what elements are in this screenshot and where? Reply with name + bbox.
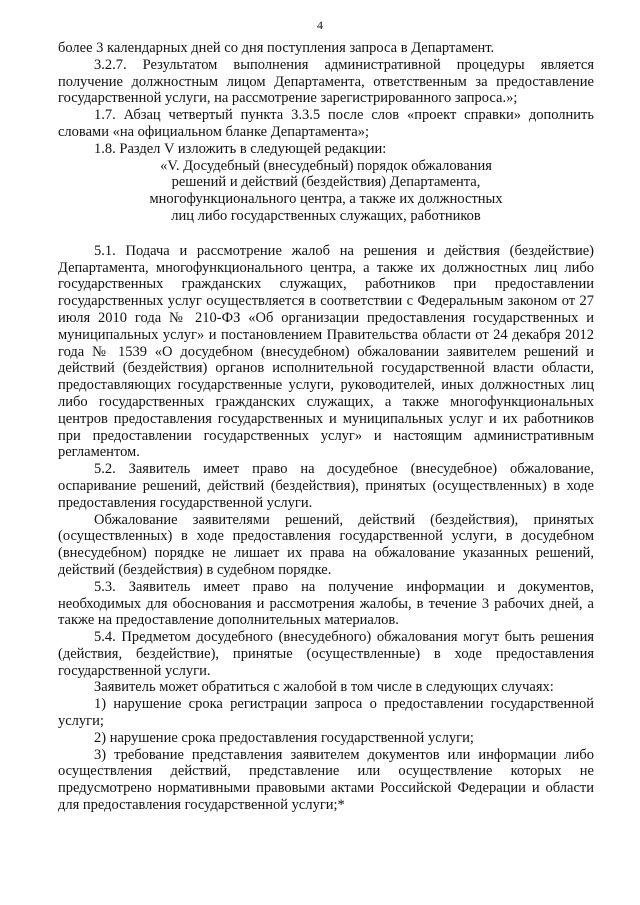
section-heading xyxy=(58,158,594,225)
paragraph: 1.8. Раздел V изложить в следующей редакции: xyxy=(94,140,387,157)
page-number: 4 xyxy=(317,18,323,32)
paragraph: 5.1. Подача и рассмотрение жалоб на решения и действия (бездействие) Департамента, многофункционального центра, а также их должностных лиц либо государственных гражданских служащих, работников при предоставлении государственных услуг осуществляется в соответствии с Федеральным законом от 27 июля 2010 года № 210-ФЗ «Об организации предоставления государственных и муниципальных услуг» и постановлением Правительства области от 24 декабря 2012 года № 1539 «О досудебном (внесудебном) обжаловании заявителем решений и действий (бездействия) органов исполнительной государственной власти области, предоставляющих государственные услуги, руководителей, иных должностных лиц либо государственных гражданских служащих, а также многофункциональных центров предоставления государственных и муниципальных услуг и их работников при предоставлении государственных услуг» и настоящим административным регламентом. xyxy=(58,242,594,461)
list-item: 1) нарушение срока регистрации запроса о предоставлении государственной услуги; xyxy=(58,696,594,730)
heading-line: многофункционального центра, а также их должностных xyxy=(149,191,503,208)
document-body xyxy=(58,40,594,814)
paragraph: более 3 календарных дней со дня поступления запроса в Департамент. xyxy=(58,40,495,56)
paragraph: 5.3. Заявитель имеет право на получение информации и документов, необходимых для обоснования и рассмотрения жалобы, в течение 3 рабочих дней, а также на предоставление дополнительных материалов. xyxy=(58,578,594,629)
paragraph: 5.4. Предметом досудебного (внесудебного) обжалования могут быть решения (действия, бездействие), принятые (осуществленные) в ходе предоставления государственной услуги. xyxy=(58,629,594,679)
list-item: 3) требование представления заявителем документов или информации либо осуществления действий, представление или осуществление которых не предусмотрено нормативными правовыми актами Российской Федерации и области для предоставления государственной услуги;* xyxy=(58,746,594,814)
paragraph: Обжалование заявителями решений, действий (бездействия), принятых (осуществленных) в ходе предоставления государственной услуги, в досудебном (внесудебном) порядке не лишает их права на обжалование указанных решений, действий (бездействия) в судебном порядке. xyxy=(58,511,594,578)
paragraph: 1.7. Абзац четвертый пункта 3.3.5 после слов «проект справки» дополнить словами «на официальном бланке Департамента»; xyxy=(58,107,594,140)
paragraph: Заявитель может обратиться с жалобой в том числе в следующих случаях: xyxy=(94,679,554,696)
heading-line: решений и действий (бездействия) Департамента, xyxy=(171,174,481,191)
paragraph: 3.2.7. Результатом выполнения административной процедуры является получение должностным лицом Департамента, ответственным за предоставление государственной услуги, на рассмотрение зарегистрированного запроса.»; xyxy=(58,56,594,107)
heading-line: лиц либо государственных служащих, работников xyxy=(171,207,481,224)
spacer xyxy=(58,225,594,243)
paragraph: 5.2. Заявитель имеет право на досудебное (внесудебное) обжалование, оспаривание решений, действий (бездействия), принятых (осуществленных) в ходе предоставления государственной услуги. xyxy=(58,461,594,511)
list-item: 2) нарушение срока предоставления государственной услуги; xyxy=(94,729,474,746)
heading-line: «V. Досудебный (внесудебный) порядок обжалования xyxy=(160,157,492,174)
